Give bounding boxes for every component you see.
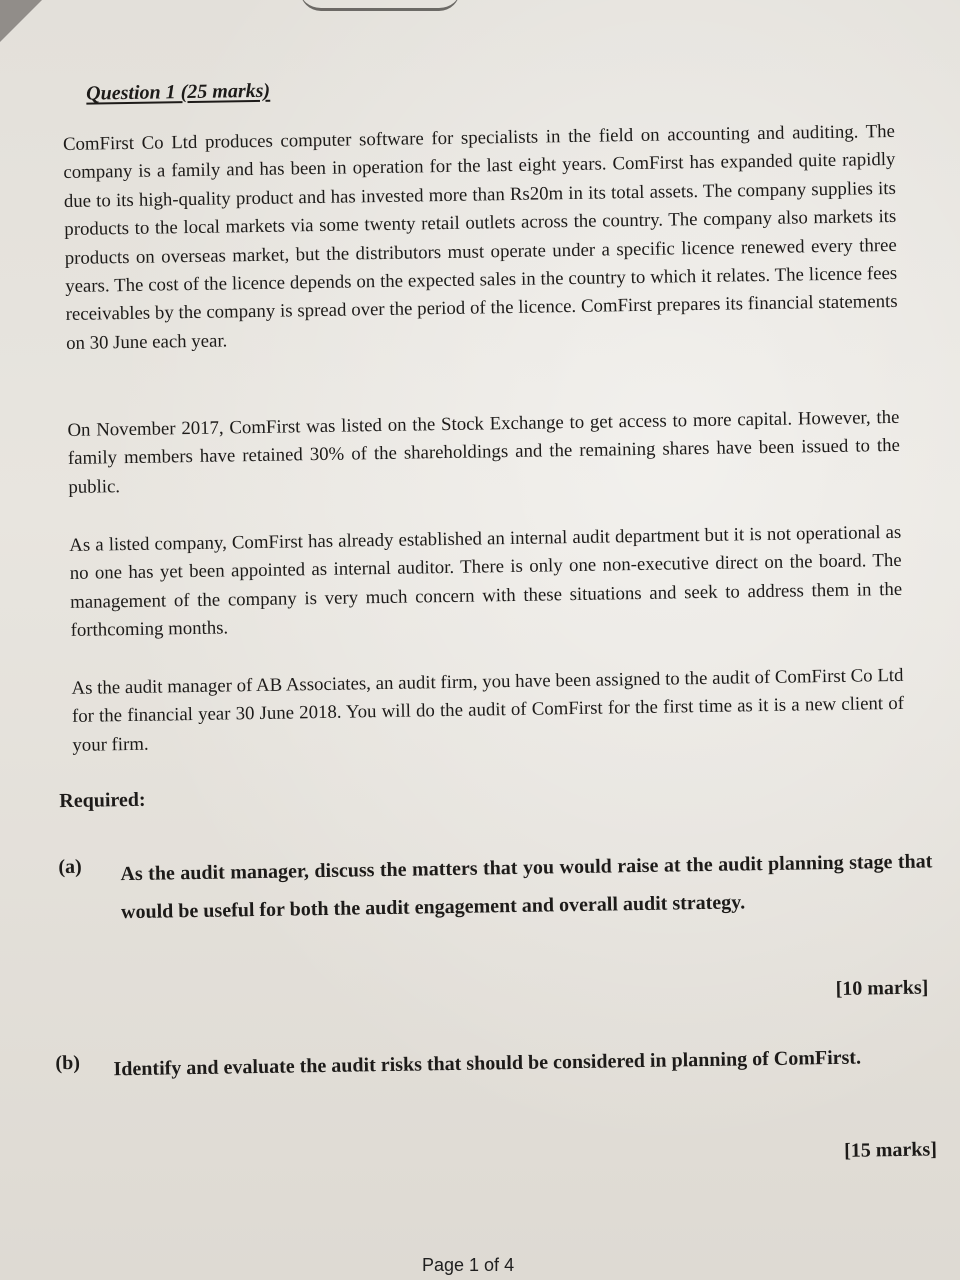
part-a-label: (a) <box>58 855 82 879</box>
part-b-label: (b) <box>55 1051 81 1075</box>
scenario-paragraph-governance: As a listed company, ComFirst has already established an internal audit department but it is not operational as no one has yet been appointed as internal auditor. There is only one non-executive direct on the board. The management of the company is very much concern with these situations and seek to address them in the forthcoming months. <box>69 521 903 642</box>
part-b-question: Identify and evaluate the audit risks that should be considered in planning of ComFirst. <box>113 1046 862 1081</box>
required-heading: Required: <box>59 788 146 813</box>
scenario-paragraph-company: ComFirst Co Ltd produces computer software for specialists in the field on accounting and auditing. The company is a family and has been in operation for the last eight years. ComFirst has expanded quite rapidly due to its high-quality product and has invested more than Rs20m in its total assets. The company supplies its products to the local markets via some twenty retail outlets across the country. The company also markets its products on overseas market, but the distributors must operate under a specific licence renewed every three years. The cost of the licence depends on the expected sales in the country to which it relates. The licence fees receivables by the company is spread over the period of the licence. ComFirst prepares its financial statements on 30 June each year. <box>62 120 898 354</box>
scenario-paragraph-listing: On November 2017, ComFirst was listed on the Stock Exchange to get access to more capital. However, the family members have retained 30% of the shareholdings and the remaining shares have been issued to the public. <box>67 406 901 498</box>
scenario-paragraph-engagement: As the audit manager of AB Associates, an audit firm, you have been assigned to the audit of ComFirst Co Ltd for the financial year 30 June 2018. You will do the audit of ComFirst for the first time as it is a new client of your firm. <box>71 664 905 756</box>
part-a-marks: [10 marks] <box>835 976 929 1000</box>
question-page <box>55 67 938 1162</box>
part-a-question: As the audit manager, discuss the matters that you would raise at the audit planning stage that would be useful for both the audit engagement and overall audit strategy. <box>120 850 933 924</box>
page-number: Page 1 of 4 <box>422 1255 515 1275</box>
binder-corner-shadow <box>0 0 42 42</box>
question-title: Question 1 (25 marks) <box>86 79 271 105</box>
part-b-marks: [15 marks] <box>843 1138 938 1162</box>
cropped-heading-mark <box>300 0 460 11</box>
